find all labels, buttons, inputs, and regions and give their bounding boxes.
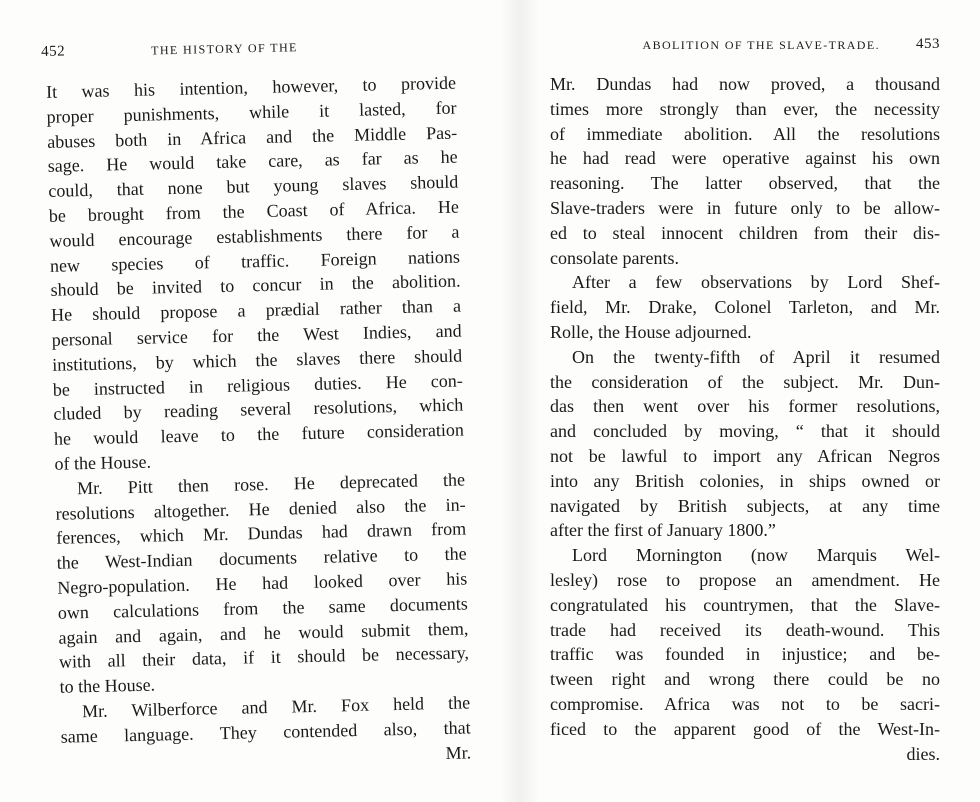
text-line: He should propose a prædial rather than a (50, 295, 462, 325)
text-line: the West-Indian documents relative to the (56, 543, 467, 573)
right-body-text (550, 72, 940, 766)
text-line: lesley) rose to propose an amendment. He (550, 569, 940, 590)
text-line: again and again, and he would submit them, (58, 617, 469, 648)
text-line: Mr. Dundas had now proved, a thousand (550, 74, 940, 94)
text-line: sage. He would take care, as far as he (47, 146, 458, 177)
text-line: On the twenty-fifth of April it resumed (572, 346, 940, 367)
text-line: cluded by reading several resolutions, which (53, 394, 464, 425)
text-line: could, that none but young slaves should (48, 171, 459, 202)
text-line: abuses both in Africa and the Middle Pas- (46, 122, 458, 152)
text-line: not be lawful to import any African Negros (550, 445, 940, 466)
text-line: the consideration of the subject. Mr. Dun- (550, 371, 940, 392)
left-page-number: 452 (40, 43, 66, 60)
text-line: Negro-population. He had looked over his (57, 568, 468, 598)
text-line: resolutions altogether. He denied also the in- (55, 494, 466, 524)
left-body-text (46, 71, 472, 774)
text-line: It was his intention, however, to provide (45, 72, 457, 102)
text-line: ed to steal innocent children from their dis- (550, 222, 940, 243)
text-line: into any British colonies, in ships owned or (550, 470, 940, 491)
text-line: institutions, by which the slaves there should (52, 345, 463, 375)
text-line: own calculations from the same documents (57, 593, 469, 623)
right-running-head (550, 38, 940, 60)
text-line: Mr. Pitt then rose. He deprecated the (76, 469, 466, 499)
book-gutter (500, 0, 540, 802)
text-line: would encourage establishments there for a (49, 221, 460, 251)
text-line: reasoning. The latter observed, that the (550, 173, 940, 194)
text-line: same language. They contended also, that (60, 717, 471, 747)
text-line: after the first of January 1800.” (550, 520, 776, 541)
text-line: times more strongly than ever, the necessity (550, 98, 940, 119)
text-line: be brought from the Coast of Africa. He (48, 196, 460, 226)
text-line: new species of traffic. Foreign nations (49, 246, 461, 276)
text-line: Mr. (445, 741, 472, 763)
text-line: navigated by British subjects, at any time (550, 495, 940, 516)
text-line: of the House. (54, 451, 152, 474)
text-line: tween right and wrong there could be no (550, 669, 940, 690)
text-line: Lord Mornington (now Marquis Wel- (572, 545, 940, 566)
text-line: to the House. (59, 674, 156, 697)
text-line: consolate parents. (550, 247, 679, 268)
text-line: dies. (906, 743, 940, 764)
text-line: trade had received its death-wound. This (550, 619, 940, 640)
text-line: Mr. Wilberforce and Mr. Fox held the (81, 692, 471, 722)
text-line: ficed to the apparent good of the West-In- (550, 718, 940, 739)
text-line: Slave-traders were in future only to be allow- (550, 197, 940, 218)
text-line: Rolle, the House adjourned. (550, 321, 752, 342)
text-line: ferences, which Mr. Dundas had drawn from (55, 518, 467, 549)
text-line: of immediate abolition. All the resolutions (550, 123, 940, 144)
text-line: be instructed in religious duties. He con- (52, 370, 463, 400)
text-line: personal service for the West Indies, and (51, 320, 462, 350)
text-line: After a few observations by Lord Shef- (572, 272, 940, 293)
right-running-title: ABOLITION OF THE SLAVE-TRADE. (642, 38, 880, 52)
text-line: proper punishments, while it lasted, for (46, 97, 457, 127)
text-line: das then went over his former resolutions, (550, 396, 940, 417)
text-line: compromise. Africa was not to be sacri- (550, 693, 940, 714)
text-line: he had read were operative against his own (550, 148, 940, 169)
text-line: he would leave to the future consideration (53, 419, 465, 449)
right-page-number: 453 (916, 36, 940, 52)
left-running-title: THE HISTORY OF THE (151, 40, 298, 58)
text-line: should be invited to concur in the abolition. (50, 270, 461, 301)
text-line: and concluded by moving, “ that it should (550, 421, 940, 442)
text-line: with all their data, if it should be necessary, (58, 642, 470, 673)
text-line: congratulated his countrymen, that the Slave- (550, 594, 940, 615)
left-running-head (41, 36, 471, 68)
text-line: traffic was founded in injustice; and be- (550, 644, 940, 665)
text-line: field, Mr. Drake, Colonel Tarleton, and Mr. (550, 297, 940, 318)
